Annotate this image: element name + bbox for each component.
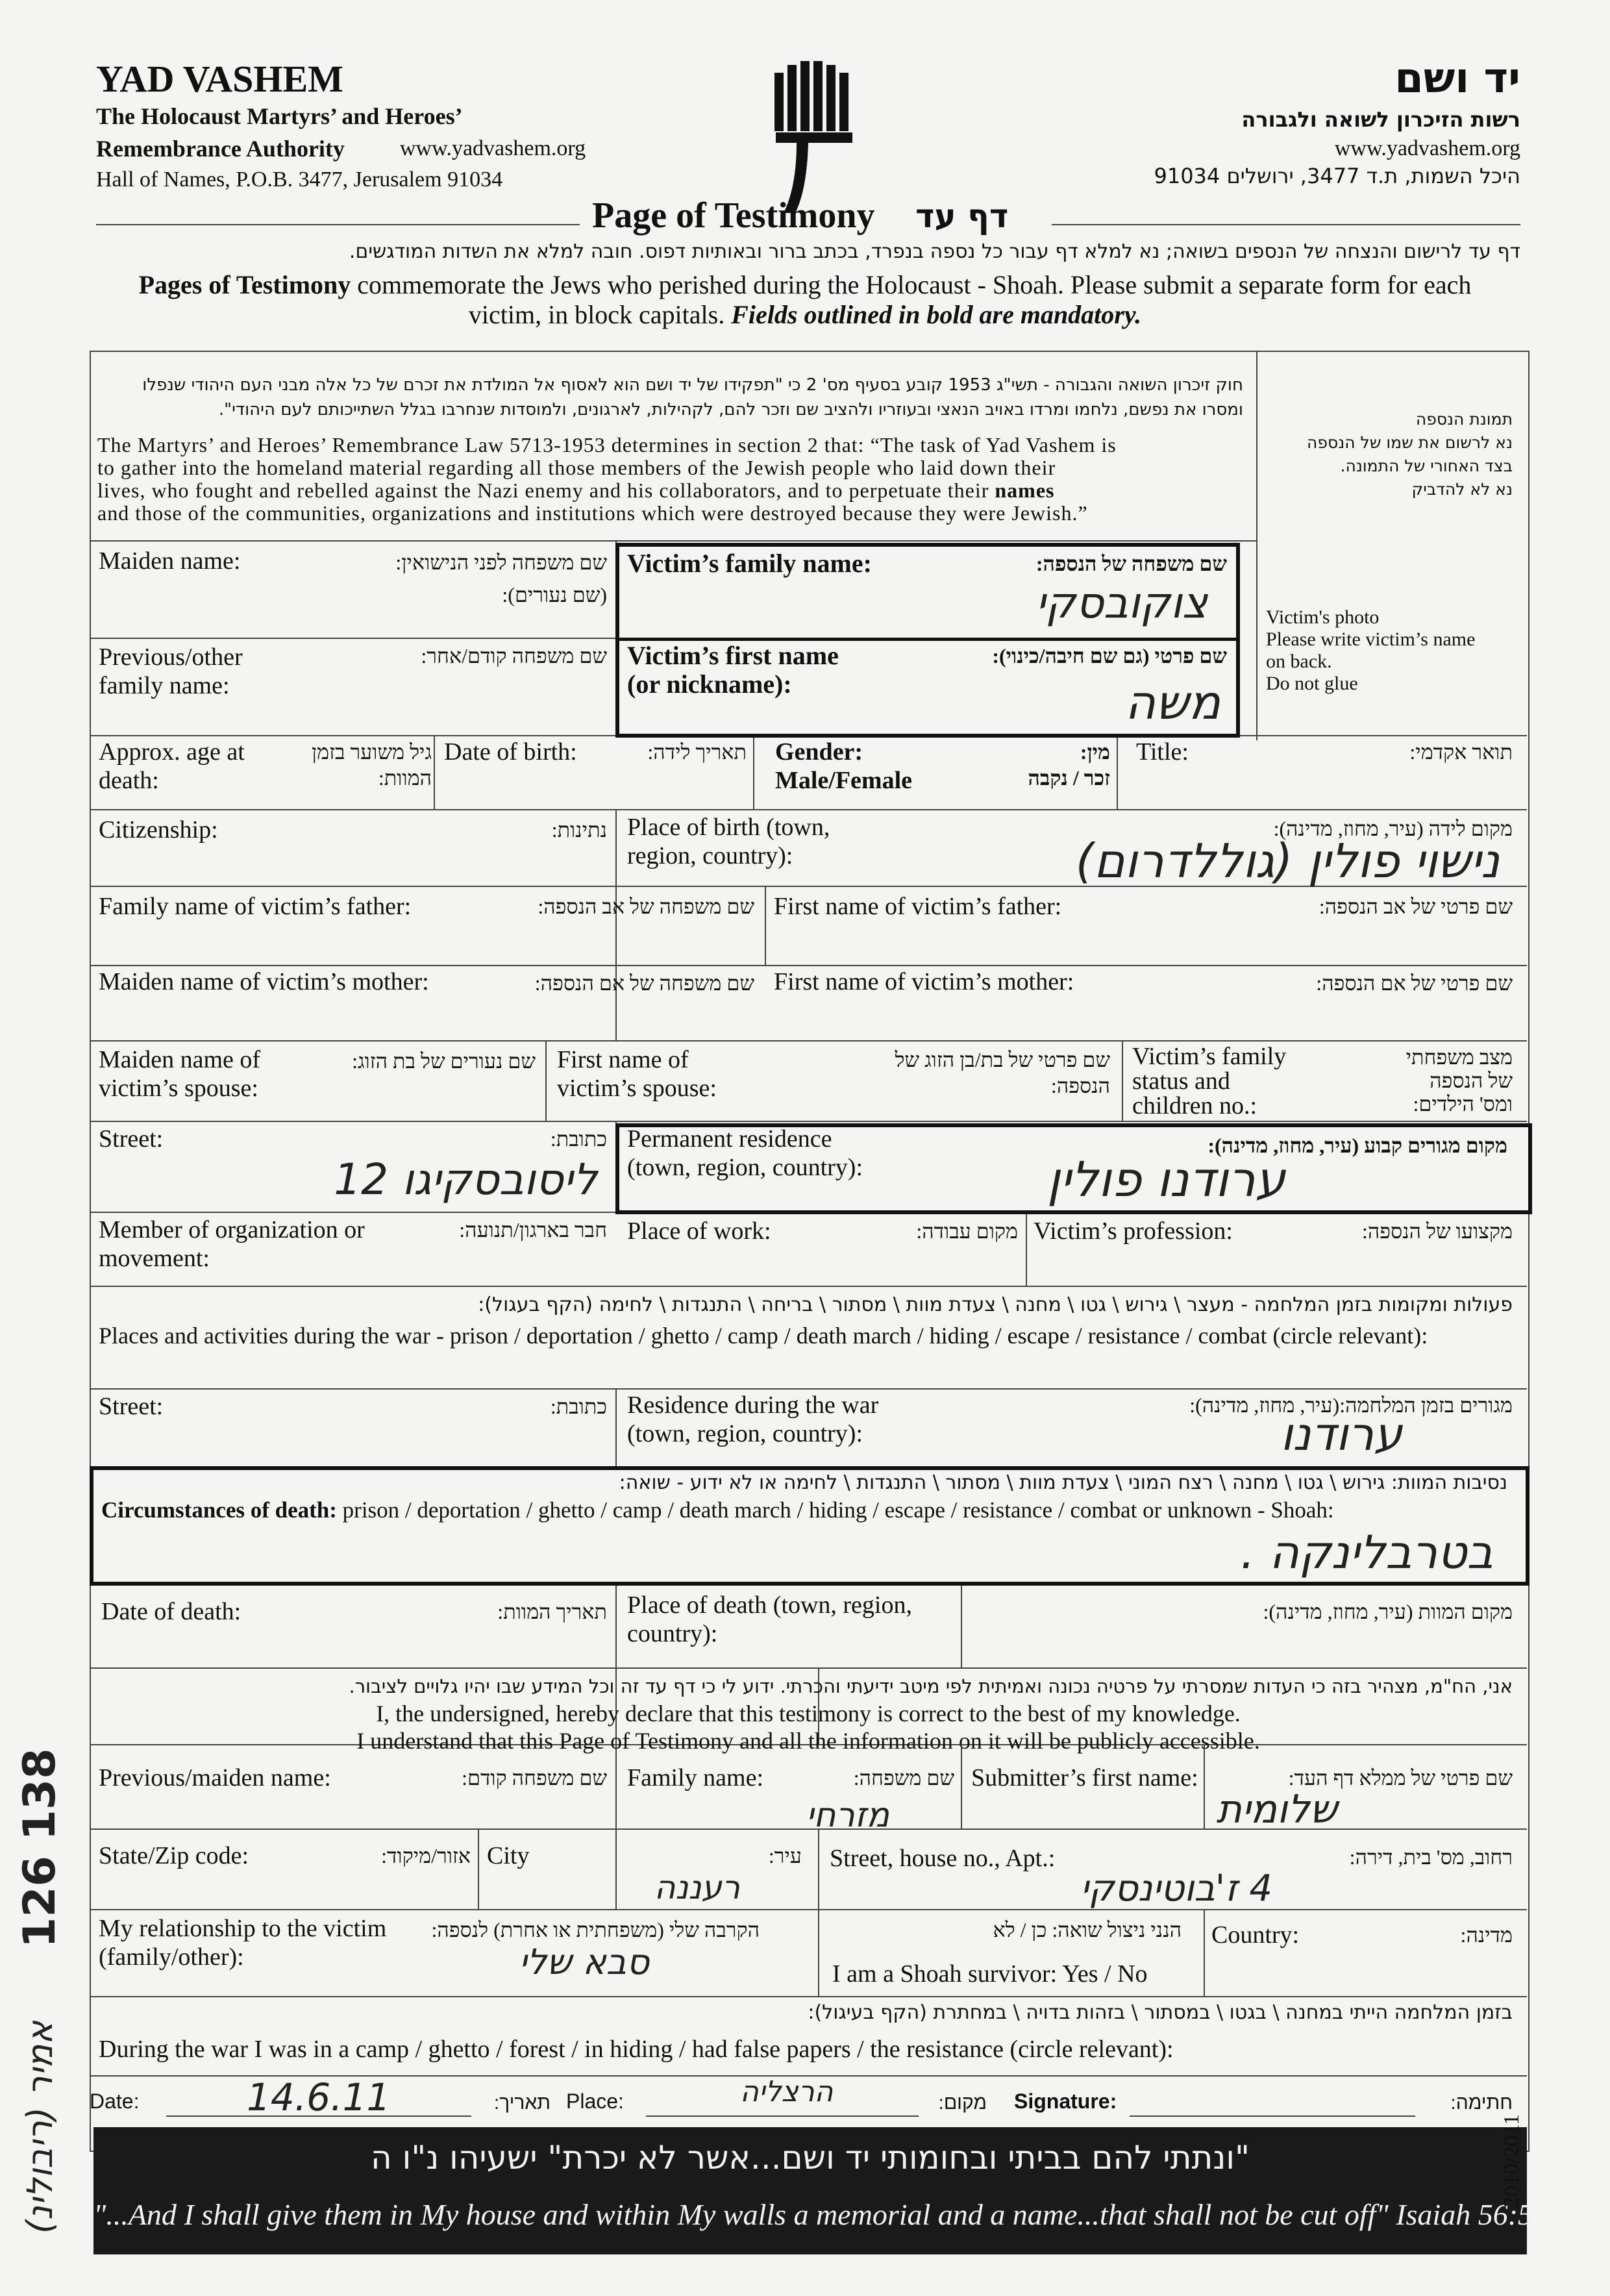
div-p: [961, 1744, 962, 1828]
profession-label: Victim’s profession:: [1034, 1217, 1233, 1245]
death-place-he: מקום המוות (עיר, מחוז, מדינה):: [1263, 1600, 1513, 1623]
photo-en: Victim's photo Please write victim’s name on back. Do not glue: [1266, 606, 1476, 694]
victim-first-label: Victim’s first name (or nickname):: [627, 641, 839, 699]
law-en-names: names: [995, 479, 1055, 502]
rule-7: [90, 1040, 1527, 1042]
div-h: [1122, 1040, 1123, 1121]
profession-he: מקצועו של הנספה:: [1361, 1219, 1513, 1243]
page-title-he: דף עד: [915, 197, 1009, 235]
title-rule-left: [96, 224, 580, 225]
date-label: Date:: [90, 2090, 140, 2113]
sub-family-he: שם משפחה:: [853, 1766, 954, 1790]
mother-first-he: שם פרטי של אם הנספה:: [1316, 971, 1513, 995]
maiden-name-he: שם משפחה לפני הנישואין:: [395, 551, 607, 574]
dob-label: Date of birth:: [444, 738, 577, 766]
war-places-he: פעולות ומקומות בזמן המלחמה - מעצר \ גירוש \ גטו \ מחנה \ צעדת מוות \ מסתור \ בריחה \ התנגדות \ לחימה (הקף בעגול):: [478, 1293, 1513, 1316]
signature-label: Signature:: [1014, 2090, 1117, 2113]
title-rule-right: [1052, 224, 1520, 225]
father-family-he: שם משפחה של אב הנספה:: [538, 895, 754, 918]
sub-first-label: Submitter’s first name:: [971, 1764, 1198, 1791]
sub-family-label: Family name:: [627, 1764, 764, 1791]
intro-en-bold: Pages of Testimony: [138, 270, 351, 299]
birth-place-label: Place of birth (town, region, country):: [627, 814, 830, 869]
dob-he: תאריך לידה:: [647, 740, 747, 764]
intro-en-2: victim, in block capitals.: [468, 300, 732, 329]
div-b: [434, 735, 435, 809]
previous-family-he: שם משפחה קודם/אחר:: [421, 644, 607, 668]
place-label: Place:: [566, 2090, 624, 2113]
margin-handwritten: אמיר (ריבולינ): [19, 2021, 60, 2234]
org-sub-en-2: Remembrance Authority: [96, 136, 345, 162]
yad-vashem-logo: [769, 60, 860, 216]
address-en: Hall of Names, P.O.B. 3477, Jerusalem 91034: [96, 168, 503, 192]
place-value[interactable]: הרצליה: [740, 2075, 834, 2108]
victim-family-label: Victim’s family name:: [627, 549, 872, 578]
law-en-4: and those of the communities, organizations and institutions which were destroyed because they were Jewish.”: [97, 501, 1088, 525]
sub-relationship-label: My relationship to the victim (family/other):: [99, 1915, 387, 1971]
sub-city-value[interactable]: רעננה: [654, 1869, 740, 1906]
div-c: [753, 735, 754, 809]
family-status-label: Victim’s family status and children no.:: [1132, 1043, 1287, 1119]
sub-survivor-he: הנני ניצול שואה: כן / לא: [993, 1918, 1182, 1941]
law-en-2: to gather into the homeland material regarding all those members of the Jewish people who laid down their: [97, 456, 1056, 479]
div-k: [615, 1388, 617, 1466]
war-places-en: Places and activities during the war - prison / deportation / ghetto / camp / death march / hiding / escape / resistance / combat (circle relevant):: [99, 1323, 1428, 1349]
website-he: www.yadvashem.org: [1334, 136, 1520, 160]
rule-16: [90, 1996, 1527, 1997]
spouse-first-label: First name of victim’s spouse:: [557, 1046, 717, 1102]
work-place-label: Place of work:: [627, 1217, 771, 1245]
div-t: [1204, 1909, 1205, 1996]
rule-10: [90, 1286, 1527, 1287]
declaration-he: אני, הח"מ, מצהיר בזה כי העדות שמסרתי על פרטיה נכונה ואמיתית לפי מיטב ידיעתי והכרתי. ידוע לי כי דף עד זה וכל המידע שבו יהיו גלויים לציבור.: [349, 1675, 1513, 1697]
street-he: כתובת:: [550, 1127, 607, 1151]
approx-age-label: Approx. age at death:: [99, 738, 245, 794]
sub-street-label: Street, house no., Apt.:: [830, 1845, 1056, 1872]
sub-family-value[interactable]: מזרחי: [806, 1796, 889, 1835]
div-q: [478, 1828, 479, 1909]
sub-zip-he: אזור/מיקוד:: [381, 1844, 471, 1867]
rule-2: [90, 638, 615, 639]
victim-family-he: שם משפחה של הנספה:: [1035, 552, 1227, 575]
spouse-first-he: שם פרטי של בת/בן הזוג של הנספה:: [895, 1048, 1110, 1097]
div-j: [1026, 1212, 1027, 1286]
work-place-he: מקום עבודה:: [916, 1219, 1018, 1243]
law-en-3: lives, who fought and rebelled against the Nazi enemy and his collaborators, and to perpetuate their names: [97, 479, 1055, 502]
rule-15: [90, 1909, 1527, 1910]
div-s: [818, 1909, 819, 1996]
sub-country-label: Country:: [1211, 1921, 1300, 1949]
birth-place-he: מקום לידה (עיר, מחוז, מדינה):: [1273, 817, 1513, 840]
perm-res-label: Permanent residence (town, region, country):: [627, 1125, 863, 1181]
org-name-he: יד ושם: [1394, 55, 1520, 103]
death-place-label: Place of death (town, region, country):: [627, 1591, 912, 1647]
rule-4: [90, 809, 1527, 810]
death-circ-value[interactable]: בטרבלינקה .: [1240, 1526, 1493, 1579]
page-title-en: Page of Testimony: [592, 195, 875, 236]
victim-first-value[interactable]: משה: [1125, 675, 1220, 730]
intro-en: [97, 270, 1513, 330]
spouse-maiden-he: שם נעורים של בת הזוג:: [352, 1049, 536, 1073]
rule-6: [90, 965, 1527, 966]
family-status-he: מצב משפחתי של הנספה ומס' הילדים:: [1406, 1045, 1513, 1116]
sub-zip-label: State/Zip code:: [99, 1842, 249, 1869]
law-he-2: ומסרו את נפשם, נלחמו ומרדו באויב הנאצי ובעוזריו ולהציב שם וזכר להם, לקהילות, לארגונים, ולמוסדות שנחרבו בגלל השתייכותם לעם היהודי".: [218, 400, 1243, 419]
org-sub-en-1: The Holocaust Martyrs’ and Heroes’: [96, 103, 463, 129]
intro-en-italic: Fields outlined in bold are mandatory.: [731, 300, 1142, 329]
signature-he: חתימה:: [1450, 2092, 1513, 2114]
sub-relationship-he: הקרבה שלי (משפחתית או אחרת) לנספה:: [431, 1918, 760, 1941]
org-sub-he: רשות הזיכרון לשואה ולגבורה: [1241, 107, 1520, 132]
address-he: היכל השמות, ת.ד 3477, ירושלים 91034: [1154, 164, 1520, 188]
org-member-he: חבר בארגון/תנועה:: [459, 1218, 607, 1242]
law-he-1: חוק זיכרון השואה והגבורה - תשי"ג 1953 קובע בסעיף מס' 2 כי "תפקידו של יד ושם הוא לאסוף אל המולדת את זכרם של כל אלה מבני העם היהודי שנפלו: [142, 375, 1243, 395]
place-he: מקום:: [938, 2092, 987, 2114]
sub-city-label: City: [487, 1842, 530, 1869]
spouse-maiden-label: Maiden name of victim’s spouse:: [99, 1046, 261, 1102]
footer-banner: [93, 2127, 1533, 2254]
div-f: [765, 886, 766, 965]
sub-city-he: עיר:: [768, 1844, 802, 1867]
intro-he: דף עד לרישום והנצחה של הנספים בשואה; נא למלא דף עבור כל נספה בנפרד, בכתב ברור ובאותיות דפוס. חובה למלא את השדות המודגשים.: [349, 240, 1520, 263]
sub-country-he: מדינה:: [1460, 1923, 1513, 1947]
war-res-he: מגורים בזמן המלחמה:(עיר, מחוז, מדינה):: [1189, 1393, 1513, 1417]
div-r: [818, 1828, 819, 1909]
citizenship-he: נתינות:: [551, 818, 607, 842]
maiden-name-he-2: (שם נעורים):: [502, 583, 607, 606]
war-street-label: Street:: [99, 1393, 164, 1420]
sub-prev-maiden-label: Previous/maiden name:: [99, 1764, 331, 1791]
law-en: [97, 434, 1250, 525]
date-he: תאריך:: [493, 2092, 551, 2114]
org-name-en: YAD VASHEM: [96, 58, 343, 100]
sub-relationship-value[interactable]: סבא שלי: [519, 1941, 649, 1982]
sub-street-he: רחוב, מס' בית, דירה:: [1349, 1845, 1513, 1869]
intro-en-1: commemorate the Jews who perished during the Holocaust - Shoah. Please submit a separate form for each: [351, 270, 1472, 299]
declaration-en-1: I, the undersigned, hereby declare that this testimony is correct to the best of my knowledge.: [376, 1701, 1241, 1727]
rule-1: [90, 540, 1256, 542]
sub-street-value[interactable]: 4 ז'בוטינסקי: [1080, 1867, 1272, 1910]
war-res-label: Residence during the war (town, region, country):: [627, 1391, 879, 1447]
sub-survivor-label: I am a Shoah survivor: Yes / No: [832, 1960, 1148, 1988]
war-res-value[interactable]: ערודנו: [1280, 1408, 1402, 1461]
website-en: www.yadvashem.org: [400, 136, 586, 160]
during-war-he: בזמן המלחמה הייתי במחנה \ בגטו \ במסתור \ בזהות בדויה \ במחתרת (הקף בעיגול):: [808, 2001, 1513, 2024]
citizenship-label: Citizenship:: [99, 816, 218, 843]
title-he: תואר אקדמי:: [1409, 740, 1513, 764]
death-circ-he: נסיבות המוות: גירוש \ גטו \ מחנה \ רצח המוני \ צעדת מוות \ מסתור \ התנגדות \ לחימה או לא ידוע - שואה:: [619, 1471, 1507, 1494]
sub-prev-maiden-he: שם משפחה קודם:: [462, 1766, 607, 1790]
street-value[interactable]: ליסובסקיגו 12: [334, 1154, 597, 1204]
law-en-1: The Martyrs’ and Heroes’ Remembrance Law 5713-1953 determines in section 2 that: “The task of Yad Vashem is: [97, 433, 1117, 456]
footer-quote-he: "ונתתי להם בביתי ובחומותי יד ושם...אשר לא יכרת" ישעיהו נ"ו ה: [371, 2139, 1250, 2177]
sub-first-value[interactable]: שלומית: [1216, 1787, 1337, 1832]
declaration-en-2: I understand that this Page of Testimony and all the information on it will be publicly accessible.: [356, 1728, 1260, 1754]
rule-13: [90, 1667, 1527, 1669]
approx-age-he: גיל משוער בזמן המוות:: [311, 740, 432, 790]
div-d: [1117, 735, 1118, 809]
rule-sub-2: [90, 1828, 1527, 1830]
date-value[interactable]: 14.6.11: [247, 2075, 391, 2119]
mother-maiden-he: שם משפחה של אם הנספה:: [534, 971, 754, 995]
perm-res-value[interactable]: ערודנו פולין: [1046, 1152, 1285, 1208]
place-line: [646, 2115, 919, 2117]
victim-first-he: שם פרטי (גם שם חיבה/כינוי):: [992, 644, 1227, 668]
gender-label: Gender: Male/Female: [775, 738, 913, 794]
during-war-en: During the war I was in a camp / ghetto / forest / in hiding / had false papers / the resistance (circle relevant):: [99, 2036, 1174, 2063]
sub-first-he: שם פרטי של ממלא דף העד:: [1288, 1766, 1513, 1790]
father-first-he: שם פרטי של אב הנספה:: [1319, 895, 1513, 918]
rule-8: [90, 1121, 1527, 1122]
photo-he: תמונת הנספה נא לרשום את שמו של הנספה בצד האחורי של התמונה. נא לא להדביק: [1307, 410, 1513, 499]
footer-year: 2010/2011: [1500, 2114, 1524, 2208]
perm-res-he: מקום מגורים קבוע (עיר, מחוז, מדינה):: [1208, 1134, 1507, 1157]
birth-place-value[interactable]: נישוי פולין (גוללדרום): [1075, 834, 1500, 888]
div-m: [961, 1583, 962, 1667]
title-label: Title:: [1136, 738, 1189, 766]
street-label: Street:: [99, 1125, 164, 1153]
death-date-label: Date of death:: [101, 1598, 242, 1625]
mother-maiden-label: Maiden name of victim’s mother:: [99, 968, 429, 995]
father-family-label: Family name of victim’s father:: [99, 893, 412, 920]
previous-family-label: Previous/other family name:: [99, 643, 243, 699]
div-e: [615, 809, 617, 1040]
war-street-he: כתובת:: [550, 1395, 607, 1418]
victim-family-value[interactable]: צוקובסקי: [1035, 578, 1208, 628]
div-g: [545, 1040, 547, 1121]
footer-quote-en: "...And I shall give them in My house and within My walls a memorial and a name...that shall not be cut off" Isaiah 56:5: [93, 2198, 1533, 2231]
signature-line: [1130, 2115, 1415, 2117]
org-member-label: Member of organization or movement:: [99, 1216, 365, 1272]
gender-he: מין: זכר / נקבה: [1028, 740, 1110, 790]
father-first-label: First name of victim’s father:: [774, 893, 1062, 920]
maiden-name-label: Maiden name:: [99, 547, 241, 575]
death-circ-en: Circumstances of death: prison / deportation / ghetto / camp / death march / hiding / escape / resistance / combat or unknown - Shoah:: [101, 1497, 1334, 1523]
rule-11: [90, 1388, 1527, 1390]
margin-stamp: 126 138: [14, 1748, 66, 1948]
mother-first-label: First name of victim’s mother:: [774, 968, 1074, 995]
death-date-he: תאריך המוות:: [497, 1600, 607, 1623]
